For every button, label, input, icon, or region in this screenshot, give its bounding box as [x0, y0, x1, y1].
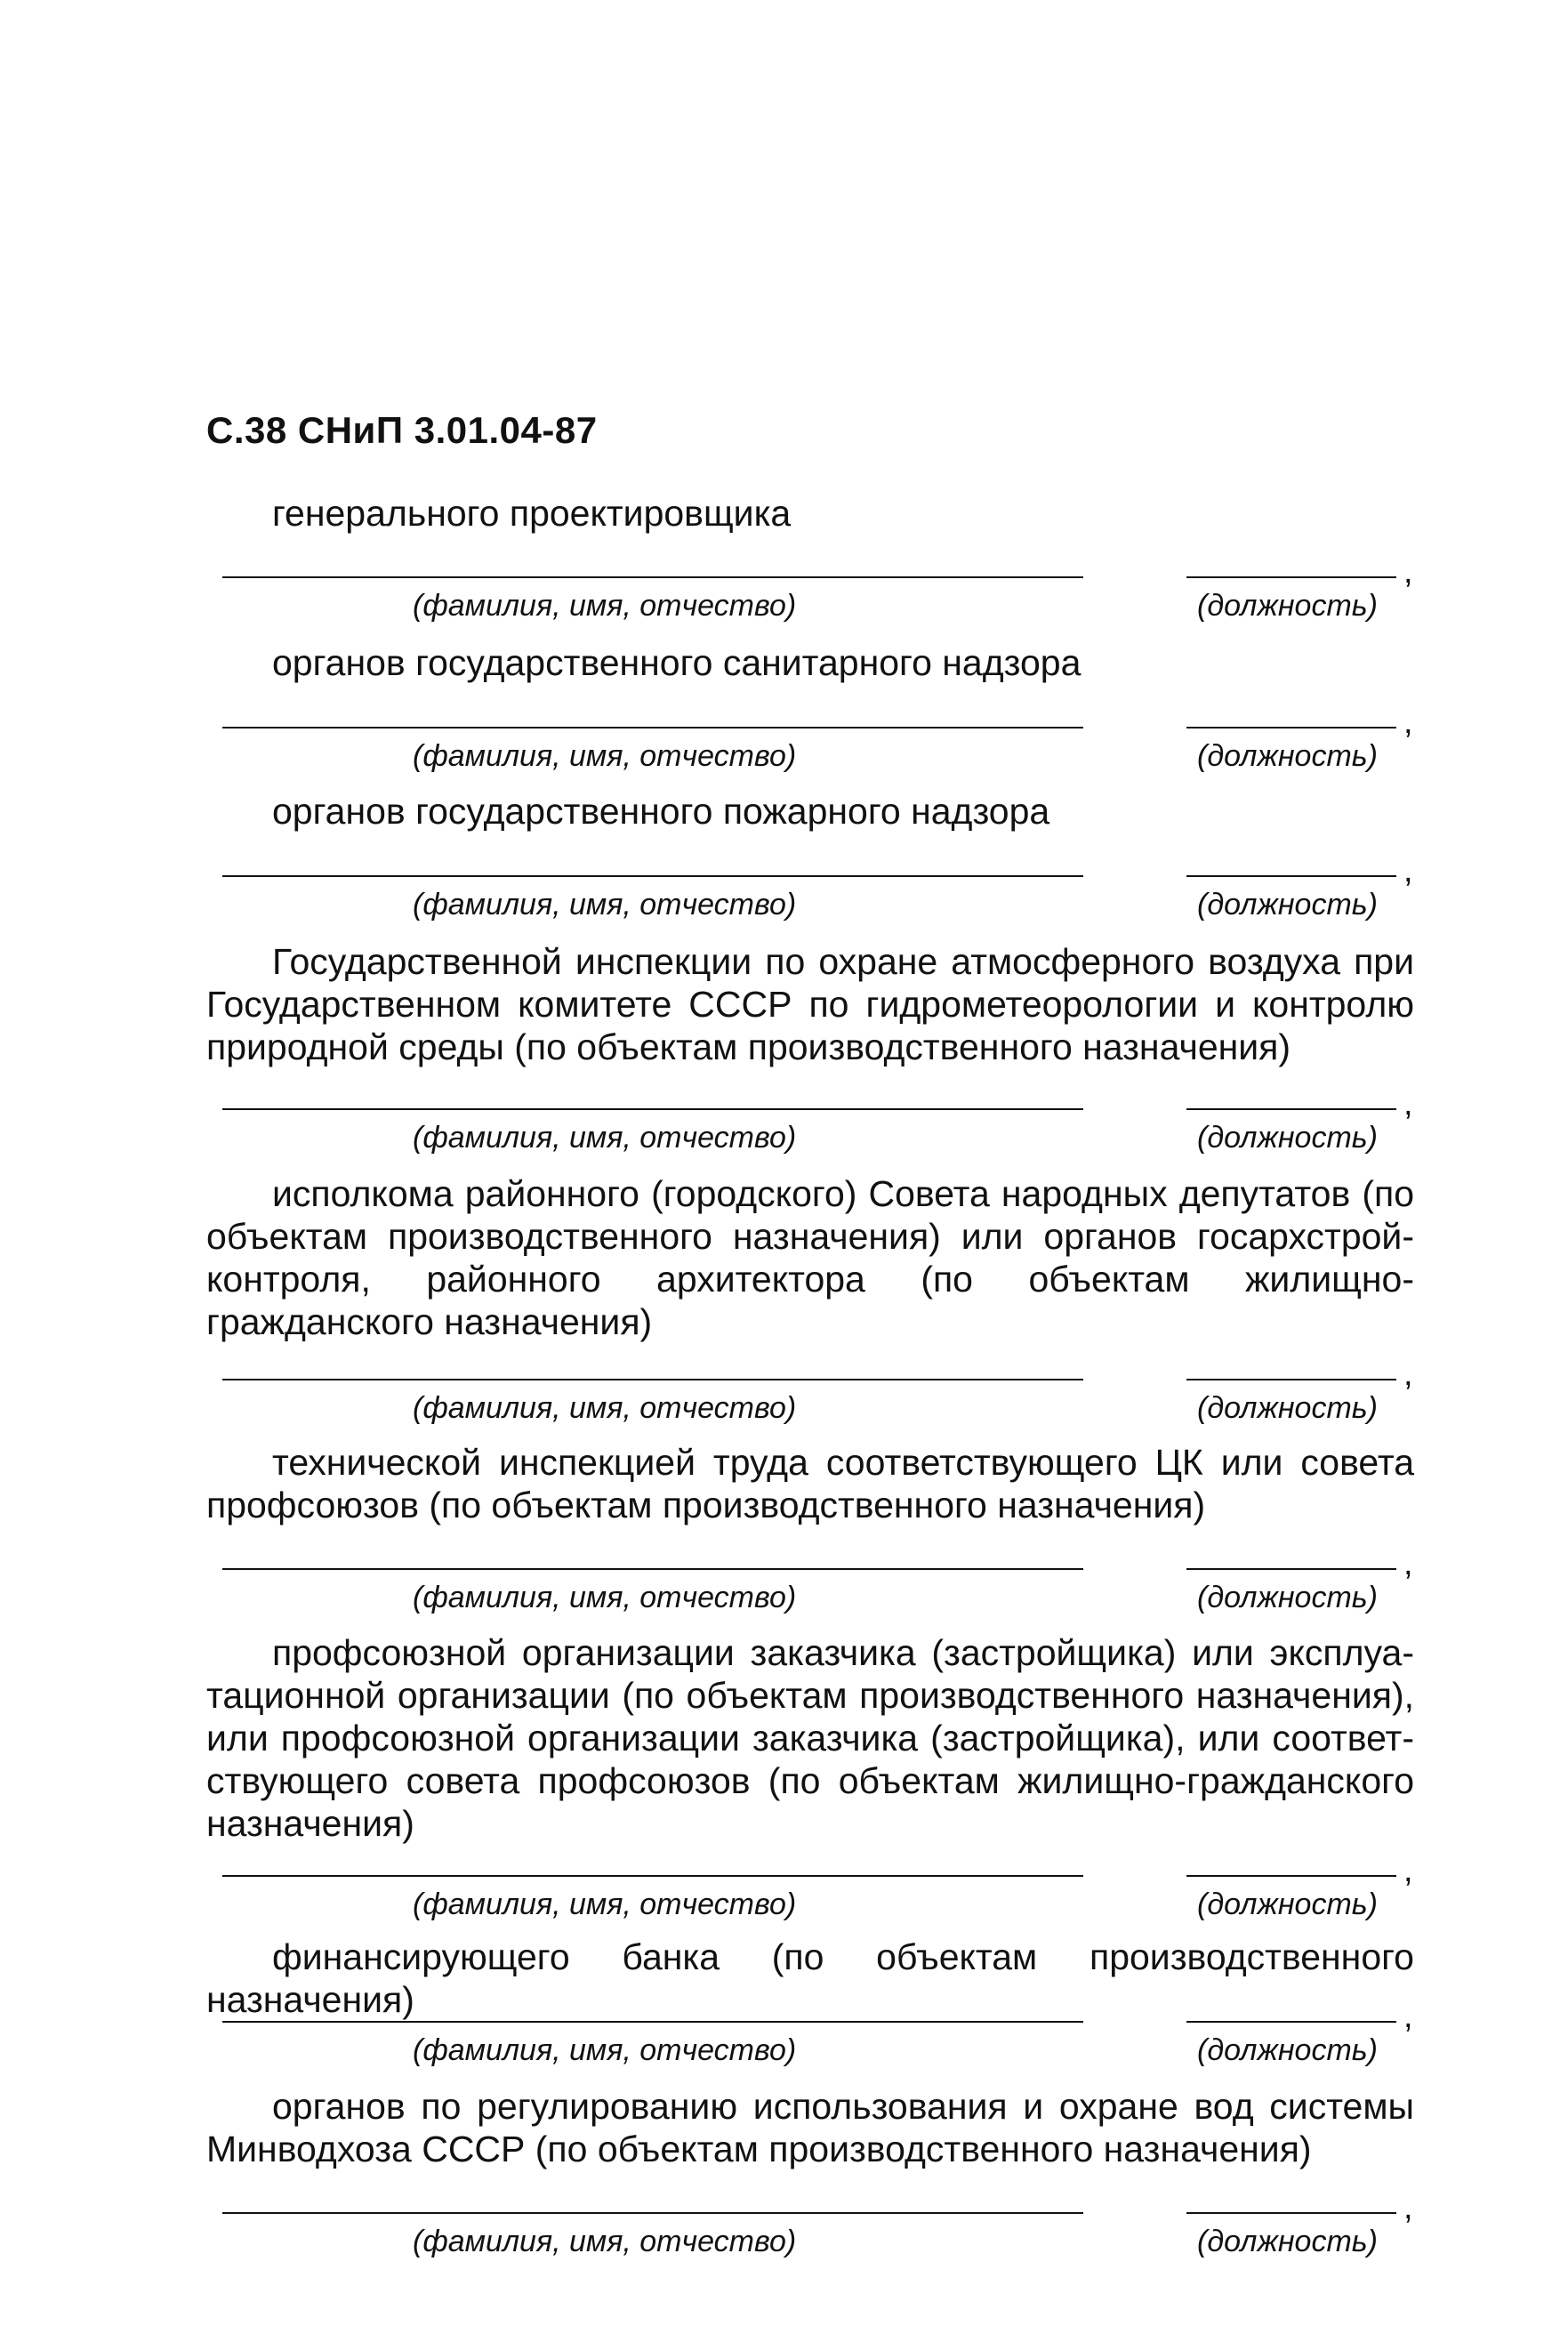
position-line — [1186, 1875, 1396, 1877]
position-line — [1186, 576, 1396, 578]
section-water-regulation — [206, 2085, 1414, 2170]
signature-row — [206, 553, 1414, 648]
section-general-designer — [206, 492, 1414, 535]
position-line — [1186, 875, 1396, 877]
name-caption: (фамилия, имя, отчество) — [413, 1581, 797, 1614]
signature-row — [206, 1356, 1414, 1450]
name-line — [222, 2212, 1083, 2214]
page-header: С.38 СНиП 3.01.04-87 — [206, 409, 598, 451]
position-line — [1186, 2021, 1396, 2023]
comma: , — [1403, 704, 1413, 741]
section-text: генерального проектировщика — [272, 493, 792, 534]
name-caption: (фамилия, имя, отчество) — [413, 2225, 797, 2258]
name-line — [222, 576, 1083, 578]
name-line — [222, 1875, 1083, 1877]
position-caption: (должность) — [1197, 1391, 1378, 1425]
name-line — [222, 1379, 1083, 1380]
section-text: органов государственного санитарного надзора — [272, 642, 1082, 683]
name-caption: (фамилия, имя, отчество) — [413, 1887, 797, 1921]
section-sanitary-supervision — [206, 641, 1414, 684]
name-caption: (фамилия, имя, отчество) — [413, 888, 797, 922]
comma: , — [1403, 2189, 1413, 2226]
section-text: технической инспекцией труда соответствующего ЦК или совета профсоюзов (по объектам производственного назначения) — [206, 1442, 1414, 1525]
position-caption: (должность) — [1197, 1581, 1378, 1614]
section-text: финансирующего банка (по объектам производственного назначения) — [206, 1936, 1414, 2020]
section-text: исполкома районного (городского) Совета народных депутатов (по объектам производственного назначения) или органов госархстройконтроля, районного архитектора (по объектам жилищно-гражданского назначения) — [206, 1173, 1414, 1342]
comma: , — [1403, 553, 1413, 591]
section-labor-inspection — [206, 1441, 1414, 1526]
signature-row — [206, 1545, 1414, 1639]
position-caption: (должность) — [1197, 2225, 1378, 2258]
section-air-inspection — [206, 940, 1414, 1068]
signature-row — [206, 704, 1414, 798]
signature-row — [206, 1085, 1414, 1179]
name-caption: (фамилия, имя, отчество) — [413, 589, 797, 623]
comma: , — [1403, 1852, 1413, 1889]
section-text: органов по регулированию использования и охране вод системы Минводхоза СССР (по объектам производственного назначения) — [206, 2086, 1414, 2169]
section-text: профсоюзной организации заказчика (застройщика) или эксплуатационной организации (по объектам производственного назначения), или профсоюзной организации заказчика (застройщика), или соответствующего совета профсоюзов (по объектам жилищно-гражданского назначения) — [206, 1632, 1414, 1844]
position-line — [1186, 1568, 1396, 1570]
name-line — [222, 2021, 1083, 2023]
position-caption: (должность) — [1197, 739, 1378, 773]
section-executive-committee — [206, 1172, 1414, 1343]
comma: , — [1403, 1085, 1413, 1123]
name-caption: (фамилия, имя, отчество) — [413, 739, 797, 773]
section-trade-union — [206, 1631, 1414, 1845]
comma: , — [1403, 1545, 1413, 1582]
position-line — [1186, 1108, 1396, 1110]
section-fire-supervision — [206, 790, 1414, 833]
position-caption: (должность) — [1197, 2033, 1378, 2067]
comma: , — [1403, 1998, 1413, 2035]
name-line — [222, 1108, 1083, 1110]
name-caption: (фамилия, имя, отчество) — [413, 1121, 797, 1155]
signature-row — [206, 1998, 1414, 2092]
signature-row — [206, 2189, 1414, 2283]
comma: , — [1403, 852, 1413, 889]
position-line — [1186, 727, 1396, 728]
name-caption: (фамилия, имя, отчество) — [413, 2033, 797, 2067]
position-line — [1186, 1379, 1396, 1380]
position-caption: (должность) — [1197, 1887, 1378, 1921]
signature-row — [206, 852, 1414, 946]
section-financing-bank — [206, 1936, 1414, 2021]
position-caption: (должность) — [1197, 589, 1378, 623]
name-line — [222, 875, 1083, 877]
section-text: органов государственного пожарного надзора — [272, 791, 1050, 832]
position-caption: (должность) — [1197, 888, 1378, 922]
name-line — [222, 727, 1083, 728]
position-caption: (должность) — [1197, 1121, 1378, 1155]
name-line — [222, 1568, 1083, 1570]
comma: , — [1403, 1356, 1413, 1393]
name-caption: (фамилия, имя, отчество) — [413, 1391, 797, 1425]
section-text: Государственной инспекции по охране атмосферного воздуха при Государственном комитете СССР по гидрометеорологии и контролю природной среды (по объектам производственного назначения) — [206, 941, 1414, 1067]
position-line — [1186, 2212, 1396, 2214]
